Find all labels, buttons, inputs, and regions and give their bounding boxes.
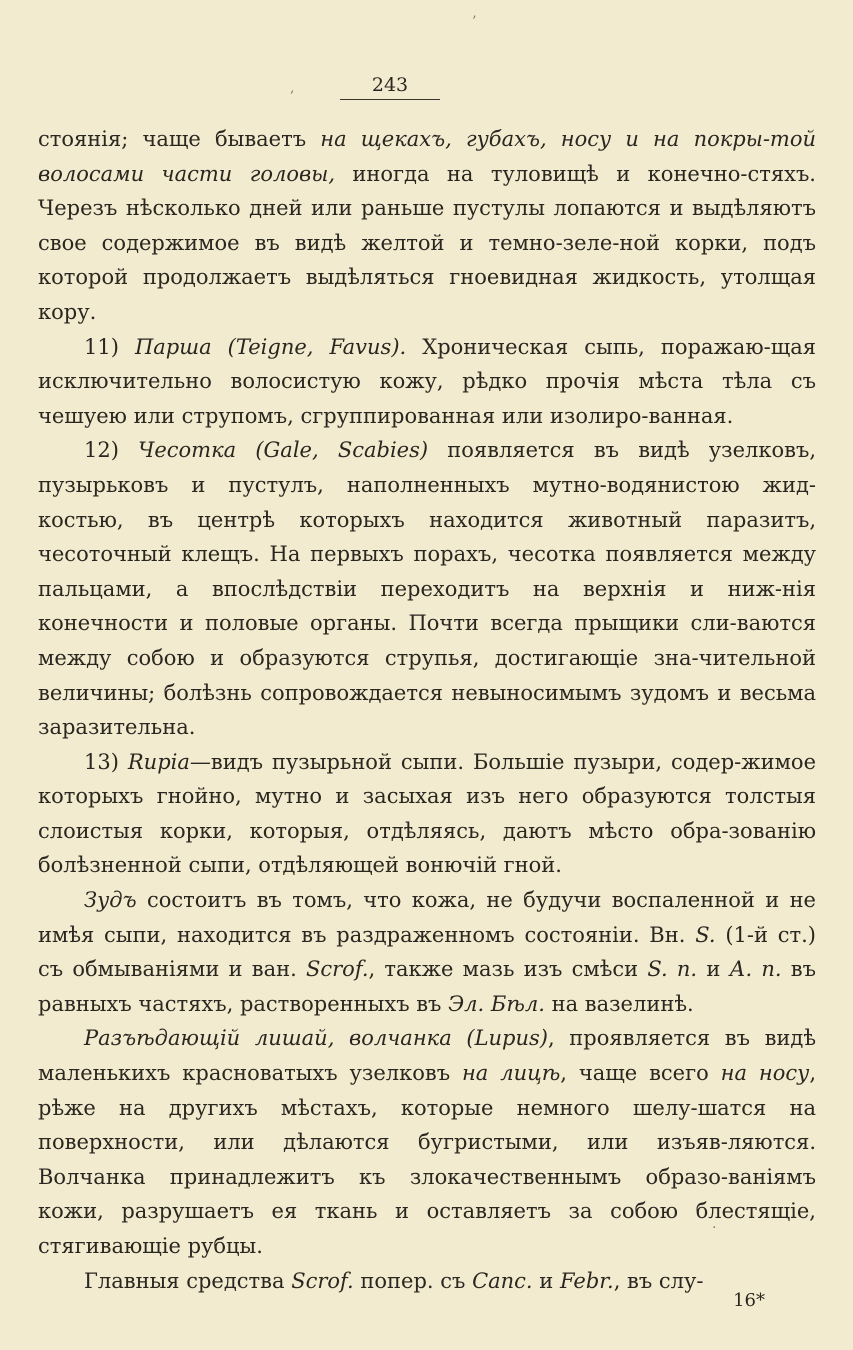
- italic-term: Чесотка (Gale, Scabies): [138, 438, 429, 463]
- text-run: на вазелинѣ.: [544, 991, 694, 1016]
- text-run: стоянія; чаще бываетъ: [38, 127, 321, 151]
- italic-term: на носу: [720, 1061, 810, 1086]
- italic-term: S.: [695, 922, 716, 947]
- text-run: , проявляется въ видѣ маленькихъ красноватыхъ узелковъ: [38, 1026, 816, 1086]
- ink-speck: ·: [712, 1220, 717, 1236]
- italic-term: Эл. Бѣл.: [448, 991, 545, 1016]
- paragraph: [38, 745, 816, 883]
- signature-mark: 16*: [733, 1290, 765, 1311]
- page-number: 243: [340, 74, 440, 100]
- text-run: состоитъ въ томъ, что кожа, не будучи воспаленной и не имѣя сыпи, находится въ раздраженномъ состояніи. Вн.: [38, 888, 816, 947]
- text-run: Хроническая сыпь, поражаю-щая исключительно волосистую кожу, рѣдко прочія мѣста тѣла съ чешуею или струпомъ, сгруппированная или изолиро-ванная.: [38, 334, 816, 428]
- italic-term: Canc.: [472, 1268, 533, 1293]
- text-run: 13): [84, 749, 128, 774]
- italic-term: Разъѣдающій лишай, волчанка (Lupus): [84, 1026, 548, 1051]
- text-run: иногда на туловищѣ и конечно-стяхъ. Черезъ нѣсколько дней или раньше пустулы лопаются и выдѣляютъ свое содержимое въ видѣ желтой и темно-зеле-ной корки, подъ которой продолжаетъ выдѣляться гноевидная жидкость, утолщая кору.: [38, 161, 816, 324]
- text-run: и: [697, 957, 730, 982]
- paragraph: [38, 122, 816, 330]
- italic-term: Парша (Teigne, Favus).: [134, 334, 407, 359]
- italic-term: Febr.: [559, 1268, 614, 1293]
- paragraph: [38, 330, 816, 434]
- italic-term: на щекахъ, губахъ, носу и на покры-той волосами части головы,: [38, 127, 816, 186]
- text-run: —видъ пузырьной сыпи. Большіе пузыри, содер-жимое которыхъ гнойно, мутно и засыхая изъ него образуются толстыя слоистыя корки, которыя, отдѣляясь, даютъ мѣсто обра-зованію болѣзненной сыпи, отдѣляющей вонючій гной.: [38, 749, 816, 878]
- italic-term: Scrof.: [305, 957, 369, 982]
- ink-speck: ,: [290, 80, 295, 96]
- text-run: и: [532, 1268, 560, 1293]
- ink-speck: ’: [472, 14, 477, 30]
- italic-term: S. п.: [647, 957, 698, 982]
- body-text: [38, 122, 816, 1298]
- text-run: попер. съ: [353, 1268, 473, 1293]
- text-run: (1-й ст.) съ обмываніями и ван.: [38, 922, 817, 982]
- paragraph: [38, 433, 816, 744]
- text-run: , въ слу-: [613, 1268, 704, 1293]
- paragraph: [38, 883, 816, 1021]
- italic-term: Scrof.: [291, 1268, 354, 1293]
- italic-term: А. п.: [729, 957, 782, 982]
- text-run: 11): [84, 334, 135, 359]
- text-run: , рѣже на другихъ мѣстахъ, которые немного шелу-шатся на поверхности, или дѣлаются бугристыми, или изъяв-ляются. Волчанка принадлежитъ къ злокачественнымъ образо-ваніямъ кожи, разрушаетъ ея ткань и оставляетъ за собою блестящіе, стягивающіе рубцы.: [38, 1061, 816, 1258]
- text-run: , также мазь изъ смѣси: [368, 957, 648, 982]
- text-run: Главныя средства: [84, 1268, 292, 1293]
- text-run: появляется въ видѣ узелковъ, пузырьковъ и пустулъ, наполненныхъ мутно-водянистою жид-костью, въ центрѣ которыхъ находится животный паразитъ, чесоточный клещъ. На первыхъ порахъ, чесотка появляется между пальцами, а впослѣдствіи переходитъ на верхнія и ниж-нія конечности и половые органы. Почти всегда прыщики сли-ваются между собою и образуются струпья, достигающіе зна-чительной величины; болѣзнь сопровождается невыносимымъ зудомъ и весьма заразительна.: [38, 438, 817, 740]
- text-run: , чаще всего: [560, 1061, 721, 1086]
- paragraph: [38, 1021, 816, 1263]
- text-run: въ равныхъ частяхъ, растворенныхъ въ: [38, 957, 816, 1016]
- italic-term: на лицѣ: [461, 1061, 561, 1086]
- paragraph: [38, 1264, 816, 1299]
- text-run: 12): [84, 438, 139, 463]
- italic-term: Rupia: [127, 749, 190, 774]
- italic-term: Зудъ: [84, 888, 137, 913]
